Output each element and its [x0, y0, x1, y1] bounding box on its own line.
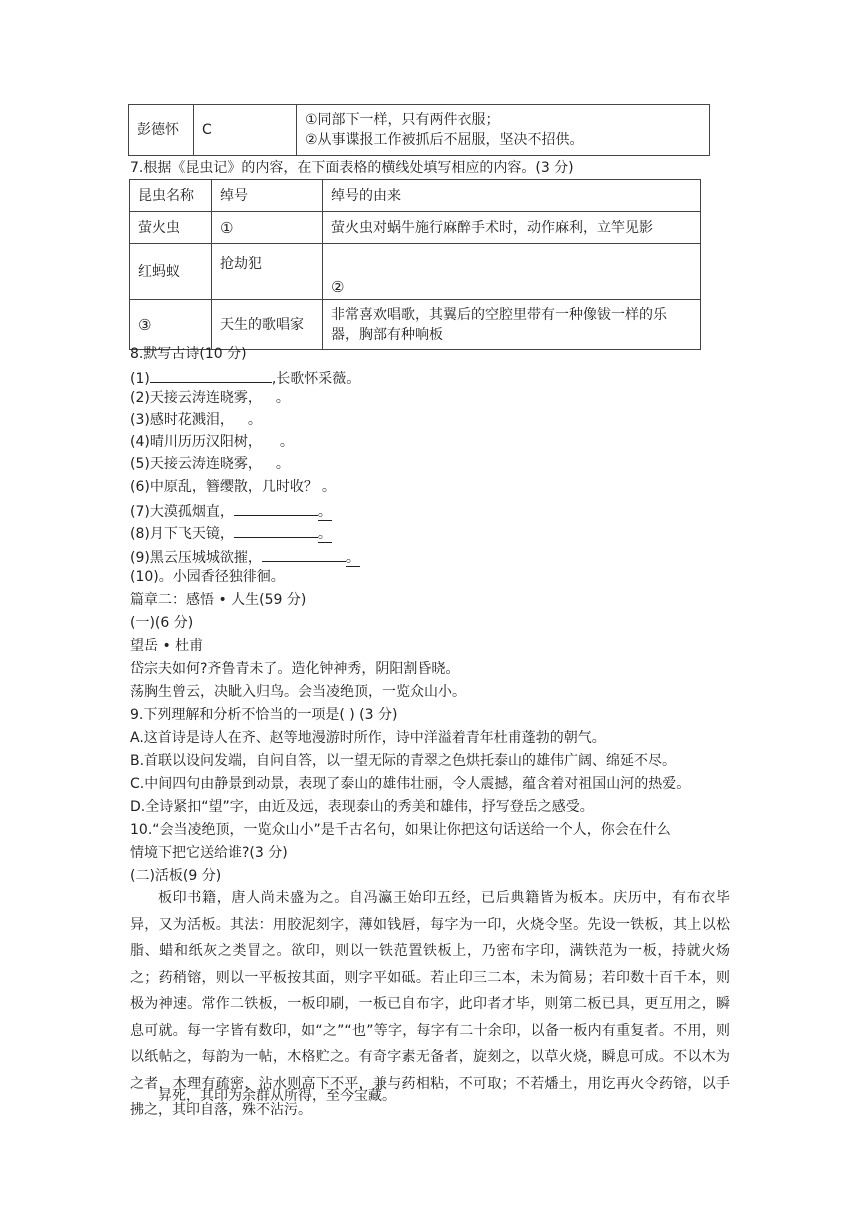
person-name-cell: 彭德怀: [129, 105, 194, 156]
nickname-cell: 天生的歌唱家: [212, 300, 323, 350]
q9-prompt: 9.下列理解和分析不恰当的一项是( ) (3 分): [130, 707, 398, 723]
section-2-title: (二)活板(9 分): [130, 868, 222, 884]
poem-line-3: (3)感时花溅泪， 。: [130, 412, 262, 428]
blank-marker-3: ③: [130, 300, 212, 350]
answer-blank[interactable]: [150, 366, 272, 383]
chapter-title: 篇章二：感悟 • 人生(59 分): [130, 592, 307, 608]
q10-prompt-line-2: 情境下把它送给谁?(3 分): [130, 845, 288, 861]
q9-option-d: D.全诗紧扣“望”字，由近及远，表现泰山的秀美和雄伟，抒写登岳之感受。: [130, 799, 594, 815]
poem-line-2: (2)天接云涛连晓雾， 。: [130, 390, 290, 406]
section-1-title: (一)(6 分): [130, 615, 194, 631]
passage-paragraph-2: 昇死，其印为余群从所得，至今宝藏。: [158, 1088, 396, 1104]
table-row: [129, 105, 710, 156]
q9-option-a: A.这首诗是诗人在齐、赵等地漫游时所作，诗中洋溢着青年杜甫蓬勃的朝气。: [130, 730, 606, 746]
poem-line-10: (10)。小园香径独徘徊。: [130, 569, 285, 585]
poem-title: 望岳 • 杜甫: [130, 638, 204, 654]
blank-marker-2: ②: [323, 244, 701, 300]
origin-cell: 萤火虫对蜗牛施行麻醉手术时，动作麻利，立竿见影: [323, 212, 701, 244]
q9-option-c: C.中间四句由静景到动景，表现了泰山的雄伟壮丽，令人震撼，蕴含着对祖国山河的热爱。: [130, 776, 691, 792]
insect-name-cell: 红蚂蚁: [130, 244, 212, 300]
poem-text-line-1: 岱宗夫如何?齐鲁青未了。造化钟神秀，阴阳割昏晓。: [130, 661, 460, 677]
poem-line-6: (6)中原乱，簪缨散，几时收？ 。: [130, 479, 336, 495]
table-row: [130, 212, 701, 244]
origin-cell: 非常喜欢唱歌，其翼后的空腔里带有一种像钹一样的乐器，胸部有种响板: [323, 300, 701, 350]
answer-blank[interactable]: [234, 499, 318, 516]
choice-cell: C: [194, 105, 297, 156]
detail-cell: [297, 105, 710, 156]
answer-blank[interactable]: [262, 545, 346, 562]
detail-line-1: ①同部下一样，只有两件衣服；: [305, 112, 500, 128]
q7-prompt: 7.根据《昆虫记》的内容，在下面表格的横线处填写相应的内容。(3 分): [130, 160, 574, 176]
answer-blank[interactable]: [234, 521, 318, 538]
poem-line-7: (7)大漠孤烟直， 。: [130, 499, 332, 522]
q10-prompt-line-1: 10.“会当凌绝顶，一览众山小”是千古名句，如果让你把这句话送给一个人，你会在什么: [130, 822, 671, 838]
table-row: [130, 244, 701, 300]
poem-line-8: (8)月下飞天镜， 。: [130, 521, 332, 544]
insect-name-cell: 萤火虫: [130, 212, 212, 244]
blank-marker-1: ①: [212, 212, 323, 244]
poem-text-line-2: 荡胸生曾云，决眦入归鸟。会当凌绝顶，一览众山小。: [130, 684, 466, 700]
nickname-cell: 抢劫犯: [212, 244, 323, 300]
poem-line-1: (1) ,长歌怀采薇。: [130, 366, 360, 389]
header-insect-name: 昆虫名称: [130, 180, 212, 212]
q9-option-b: B.首联以设问发端，自问自答，以一望无际的青翠之色烘托泰山的雄伟广阔、绵延不尽。: [130, 753, 677, 769]
table-header-row: [130, 180, 701, 212]
poem-line-5: (5)天接云涛连晓雾， 。: [130, 456, 290, 472]
header-origin: 绰号的由来: [323, 180, 701, 212]
answer-table-continued: [128, 104, 710, 156]
table-row: [130, 300, 701, 350]
detail-line-2: ②从事谍报工作被抓后不屈服，坚决不招供。: [305, 132, 584, 148]
header-nickname: 绰号: [212, 180, 323, 212]
poem-line-9: (9)黑云压城城欲摧， 。: [130, 545, 360, 568]
insect-table: [129, 179, 701, 350]
q8-title: 8.默写古诗(10 分): [130, 346, 247, 362]
passage-paragraph-1: 板印书籍，唐人尚未盛为之。自冯瀛王始印五经，已后典籍皆为板本。庆历中，有布衣毕异，又为活板。其法：用胶泥刻字，薄如钱唇，每字为一印，火烧令坚。先设一铁板，其上以松脂、蜡和纸灰之类冒之。欲印，则以一铁范置铁板上，乃密布字印，满铁范为一板，持就火炀之；药稍镕，则以一平板按其面，则字平如砥。若止印三二本，未为简易；若印数十百千本，则极为神速。常作二铁板，一板印刷，一板已自布字，此印者才毕，则第二板已具，更互用之，瞬息可就。每一字皆有数印，如“之”“也”等字，每字有二十余印，以备一板内有重复者。不用，则以纸帖之，每韵为一帖，木格贮之。有奇字素无备者，旋刻之，以草火烧，瞬息可成。不以木为之者，木理有疏密，沾水则高下不平，兼与药相粘，不可取；不若燔土，用讫再火令药镕，以手拂之，其印自落，殊不沾污。: [130, 890, 730, 1118]
poem-line-4: (4)晴川历历汉阳树， 。: [130, 434, 294, 450]
